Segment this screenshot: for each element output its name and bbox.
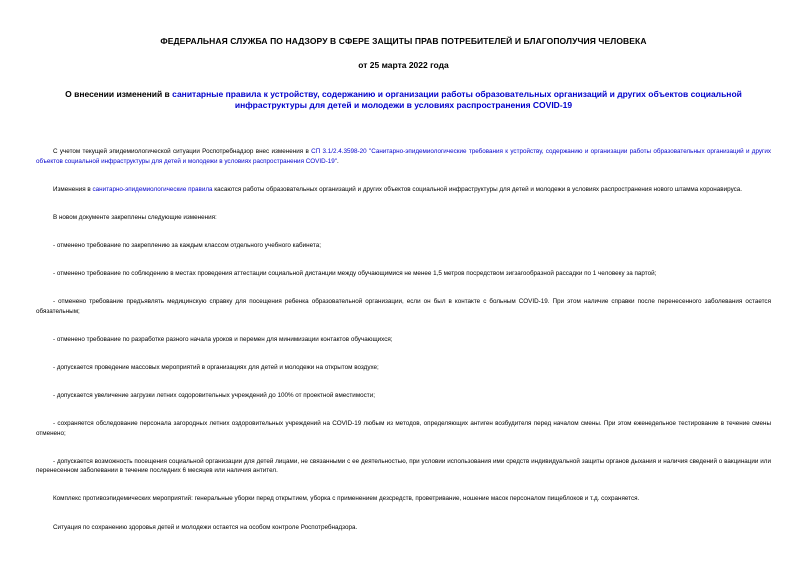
rules-link[interactable]: санитарно-эпидемиологические правила bbox=[92, 185, 213, 193]
document-body bbox=[36, 147, 771, 532]
list-item: - отменено требование по соблюдению в местах проведения аттестации социальной дистанции между обучающимися не менее 1,5 метров посредством зигзагообразной рассадки по 1 человеку за партой; bbox=[53, 269, 657, 277]
list-item: - допускается увеличение загрузки летних оздоровительных учреждений до 100% от проектной вместимости; bbox=[53, 391, 375, 399]
document-title bbox=[36, 89, 771, 111]
p2-prefix: Изменения в bbox=[53, 185, 93, 193]
paragraph-intro bbox=[36, 147, 771, 166]
title-link[interactable]: санитарные правила к устройству, содержанию и организации работы образовательных организаций и других объектов социальной инфраструктуры для детей и молодежи в условиях распространения COVID-19 bbox=[172, 89, 742, 110]
list-item: - отменено требование по разработке разного начала уроков и перемен для минимизации контактов обучающихся; bbox=[53, 335, 393, 343]
list-item: - допускается проведение массовых мероприятий в организациях для детей и молодежи на открытом воздухе; bbox=[53, 363, 379, 371]
paragraph: Комплекс противоэпидемических мероприятий: генеральные уборки перед открытием, уборка с применением дезсредств, проветривание, ношение масок персоналом пищеблоков и т.д. сохраняется. bbox=[53, 495, 640, 503]
list-item: - сохраняется обследование персонала загородных летних оздоровительных учреждений на COVID-19 любым из методов, определяющих антиген возбудителя перед началом смены. При этом еженедельное тестирование в течение смены отменено; bbox=[36, 420, 771, 437]
list-item: - допускается возможность посещения социальной организации для детей лицами, не связанными с ее деятельностью, при условии использования ими средств индивидуальной защиты органов дыхания и наличия сведений о вакцинации или перенесенном заболевании в течение последних 6 месяцев или наличия антител. bbox=[36, 457, 771, 475]
sp-link[interactable]: СП 3.1/2.4.3598-20 "Санитарно-эпидемиологические требования к устройству, содержанию и организации работы образовательных организаций и других объектов социальной инфраструктуры для детей и молодежи в условиях распространения COVID-19" bbox=[36, 148, 771, 165]
list-item: - отменено требование по закреплению за каждым классом отдельного учебного кабинета; bbox=[53, 241, 321, 249]
list-item: - отменено требование предъявлять медицинскую справку для посещения ребенка образовательной организации, если он был в контакте с больным COVID-19. При этом наличие справки после перенесенного заболевания остается обязательным; bbox=[36, 298, 771, 315]
paragraph: Ситуация по сохранению здоровья детей и молодежи остается на особом контроле Роспотребнадзора. bbox=[53, 523, 358, 531]
p1-prefix: С учетом текущей эпидемиологической ситуации Роспотребнадзор внес изменения в bbox=[53, 148, 312, 155]
p2-suffix: касаются работы образовательных организаций и других объектов социальной инфраструктуры для детей и молодежи в условиях распространения нового штамма коронавируса. bbox=[212, 185, 743, 193]
paragraph: В новом документе закреплены следующие изменения: bbox=[53, 213, 217, 221]
title-prefix: О внесении изменений в bbox=[65, 89, 173, 99]
organization-heading: ФЕДЕРАЛЬНАЯ СЛУЖБА ПО НАДЗОРУ В СФЕРЕ ЗАЩИТЫ ПРАВ ПОТРЕБИТЕЛЕЙ И БЛАГОПОЛУЧИЯ ЧЕЛОВЕКА bbox=[160, 36, 647, 46]
paragraph-changes-scope bbox=[36, 185, 771, 195]
p1-suffix: . bbox=[337, 157, 339, 165]
document-date: от 25 марта 2022 года bbox=[358, 60, 449, 70]
